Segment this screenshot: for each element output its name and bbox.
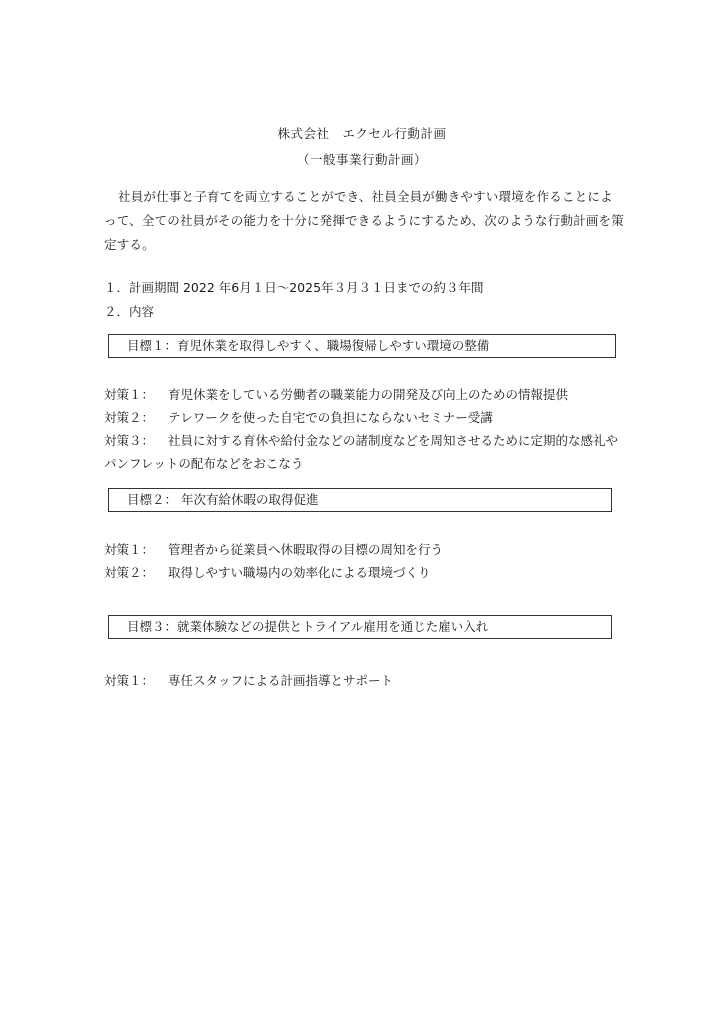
measure-text: テレワークを使った自宅での負担にならないセミナー受講 (168, 410, 493, 425)
measure-text: 社員に対する育休や給付金などの諸制度などを周知させるために定期的な感礼やパンフレットの配布などをおこなう (104, 433, 619, 471)
goal-2-measure-2 (104, 561, 624, 584)
measure-text: 管理者から従業員へ休暇取得の目標の周知を行う (168, 542, 444, 557)
document-title: 株式会社 エクセル行動計画 (277, 126, 447, 141)
measure-label: 対策３： (104, 433, 155, 448)
goal-2-measure-1 (104, 538, 624, 561)
intro-paragraph: 社員が仕事と子育てを両立することができ、社員全員が働きやすい環境を作ることによって、全ての社員がその能力を十分に発揮できるようにするため、次のような行動計画を策定する。 (104, 189, 624, 252)
goal-1-box: 目標１：育児休業を取得しやすく、職場復帰しやすい環境の整備 (108, 334, 616, 358)
goal-1-measure-1 (104, 383, 624, 406)
contents-heading: ２．内容 (104, 304, 155, 319)
measure-label: 対策１： (104, 673, 155, 688)
document-subtitle: （一般事業行動計画） (296, 152, 427, 167)
plan-period: １．計画期間 2022 年6月１日～2025年３月３１日までの約３年間 (104, 280, 484, 295)
measure-label: 対策２： (104, 410, 155, 425)
measure-text: 育児休業をしている労働者の職業能力の開発及び向上のための情報提供 (168, 387, 569, 402)
goal-1-measure-3 (104, 429, 624, 475)
goal-3-box: 目標３：就業体験などの提供とトライアル雇用を通じた雇い入れ (108, 615, 612, 639)
measure-label: 対策１： (104, 542, 155, 557)
measure-label: 対策１： (104, 387, 155, 402)
goal-1-measure-2 (104, 406, 624, 429)
goal-2-box: 目標２： 年次有給休暇の取得促進 (108, 488, 612, 512)
measure-text: 取得しやすい職場内の効率化による環境づくり (168, 565, 431, 580)
goal-3-measure-1 (104, 669, 624, 692)
measure-text: 専任スタッフによる計画指導とサポート (168, 673, 394, 688)
measure-label: 対策２： (104, 565, 155, 580)
